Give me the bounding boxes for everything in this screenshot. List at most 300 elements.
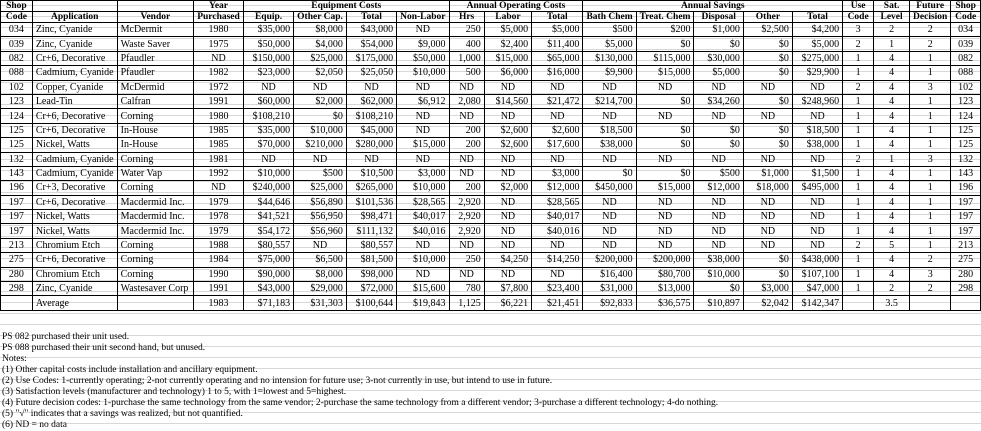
table-cell[interactable]: ND: [449, 238, 484, 252]
table-cell[interactable]: ND: [243, 152, 293, 166]
table-cell[interactable]: $21,472: [532, 94, 583, 108]
table-cell[interactable]: $30,000: [694, 51, 743, 65]
table-cell[interactable]: $3,000: [532, 166, 583, 180]
table-cell[interactable]: $41,521: [243, 210, 293, 224]
table-cell[interactable]: 034: [951, 23, 981, 37]
table-cell[interactable]: ND: [346, 80, 396, 94]
table-cell[interactable]: 197: [951, 224, 981, 238]
table-cell[interactable]: 3: [910, 267, 951, 281]
table-cell[interactable]: 123: [1, 94, 33, 108]
table-cell[interactable]: ND: [792, 109, 842, 123]
table-cell[interactable]: 197: [1, 195, 33, 209]
table-cell[interactable]: ND: [484, 195, 531, 209]
table-cell[interactable]: 1: [910, 109, 951, 123]
table-cell[interactable]: ND: [294, 152, 347, 166]
table-cell[interactable]: $12,000: [532, 181, 583, 195]
table-cell[interactable]: $5,000: [484, 23, 531, 37]
table-cell[interactable]: ND: [532, 80, 583, 94]
table-cell[interactable]: $3,000: [397, 166, 449, 180]
table-cell[interactable]: 1978: [194, 210, 244, 224]
table-cell[interactable]: 1: [843, 210, 874, 224]
table-cell[interactable]: ND: [792, 80, 842, 94]
table-cell[interactable]: 1: [910, 51, 951, 65]
table-cell[interactable]: ND: [449, 109, 484, 123]
table-cell[interactable]: 1: [843, 66, 874, 80]
table-cell[interactable]: [951, 296, 981, 310]
table-cell[interactable]: ND: [484, 109, 531, 123]
table-cell[interactable]: $0: [694, 37, 743, 51]
table-cell[interactable]: 1985: [194, 123, 244, 137]
table-cell[interactable]: $18,500: [583, 123, 636, 137]
table-cell[interactable]: 197: [1, 210, 33, 224]
table-cell[interactable]: 125: [1, 138, 33, 152]
table-cell[interactable]: 1980: [194, 23, 244, 37]
table-cell[interactable]: $2,600: [532, 123, 583, 137]
table-cell[interactable]: Cr+6, Decorative: [32, 253, 117, 267]
table-cell[interactable]: 1: [843, 94, 874, 108]
table-cell[interactable]: Corning: [117, 152, 193, 166]
table-cell[interactable]: $8,000: [294, 267, 347, 281]
table-cell[interactable]: $0: [694, 138, 743, 152]
table-cell[interactable]: $101,536: [346, 195, 396, 209]
table-cell[interactable]: $13,000: [636, 282, 694, 296]
table-cell[interactable]: Pfaudler: [117, 66, 193, 80]
table-cell[interactable]: 1: [843, 123, 874, 137]
table-cell[interactable]: $71,183: [243, 296, 293, 310]
table-cell[interactable]: Zinc, Cyanide: [32, 37, 117, 51]
table-cell[interactable]: 4: [874, 195, 910, 209]
table-cell[interactable]: $142,347: [792, 296, 842, 310]
table-cell[interactable]: $18,000: [743, 181, 792, 195]
table-cell[interactable]: 4: [874, 66, 910, 80]
table-cell[interactable]: 4: [874, 80, 910, 94]
table-cell[interactable]: $265,000: [346, 181, 396, 195]
table-cell[interactable]: 088: [1, 66, 33, 80]
table-cell[interactable]: $100,644: [346, 296, 396, 310]
table-cell[interactable]: 1985: [194, 138, 244, 152]
table-cell[interactable]: 088: [951, 66, 981, 80]
table-cell[interactable]: $36,575: [636, 296, 694, 310]
table-cell[interactable]: 124: [951, 109, 981, 123]
table-cell[interactable]: $2,000: [294, 94, 347, 108]
table-cell[interactable]: Corning: [117, 238, 193, 252]
table-cell[interactable]: $2,042: [743, 296, 792, 310]
table-cell[interactable]: 196: [951, 181, 981, 195]
table-cell[interactable]: Pfaudler: [117, 51, 193, 65]
table-cell[interactable]: ND: [397, 123, 449, 137]
table-cell[interactable]: $10,000: [397, 66, 449, 80]
table-cell[interactable]: ND: [449, 166, 484, 180]
table-cell[interactable]: $130,000: [583, 51, 636, 65]
table-cell[interactable]: ND: [397, 152, 449, 166]
table-cell[interactable]: ND: [792, 224, 842, 238]
table-cell[interactable]: Macdermid Inc.: [117, 224, 193, 238]
table-cell[interactable]: $111,132: [346, 224, 396, 238]
table-cell[interactable]: Nickel, Watts: [32, 210, 117, 224]
table-cell[interactable]: ND: [532, 152, 583, 166]
table-cell[interactable]: ND: [694, 195, 743, 209]
table-cell[interactable]: $11,400: [532, 37, 583, 51]
table-cell[interactable]: 197: [1, 224, 33, 238]
table-cell[interactable]: Calfran: [117, 94, 193, 108]
table-cell[interactable]: 143: [1, 166, 33, 180]
table-cell[interactable]: ND: [346, 152, 396, 166]
table-cell[interactable]: $275,000: [792, 51, 842, 65]
table-cell[interactable]: $240,000: [243, 181, 293, 195]
table-cell[interactable]: ND: [636, 195, 694, 209]
table-cell[interactable]: Cr+6, Decorative: [32, 109, 117, 123]
table-cell[interactable]: $1,500: [792, 166, 842, 180]
table-cell[interactable]: ND: [694, 109, 743, 123]
table-cell[interactable]: Corning: [117, 109, 193, 123]
table-cell[interactable]: $70,000: [243, 138, 293, 152]
table-cell[interactable]: 275: [1, 253, 33, 267]
table-cell[interactable]: $15,000: [636, 181, 694, 195]
table-cell[interactable]: $5,000: [583, 37, 636, 51]
table-cell[interactable]: 4: [874, 51, 910, 65]
table-cell[interactable]: $4,250: [484, 253, 531, 267]
table-cell[interactable]: $16,000: [532, 66, 583, 80]
table-cell[interactable]: $6,912: [397, 94, 449, 108]
table-cell[interactable]: ND: [243, 80, 293, 94]
table-cell[interactable]: ND: [397, 80, 449, 94]
table-cell[interactable]: 2,920: [449, 210, 484, 224]
table-cell[interactable]: 082: [1, 51, 33, 65]
table-cell[interactable]: ND: [694, 80, 743, 94]
table-cell[interactable]: 500: [449, 66, 484, 80]
table-cell[interactable]: ND: [294, 238, 347, 252]
table-cell[interactable]: $60,000: [243, 94, 293, 108]
table-cell[interactable]: $50,000: [397, 51, 449, 65]
table-cell[interactable]: $0: [743, 267, 792, 281]
table-cell[interactable]: Nickel, Watts: [32, 138, 117, 152]
table-cell[interactable]: $0: [743, 51, 792, 65]
table-cell[interactable]: 213: [951, 238, 981, 252]
table-cell[interactable]: $210,000: [294, 138, 347, 152]
table-cell[interactable]: $0: [636, 94, 694, 108]
table-cell[interactable]: $4,200: [792, 23, 842, 37]
table-cell[interactable]: Chromium Etch: [32, 238, 117, 252]
table-cell[interactable]: ND: [636, 109, 694, 123]
table-cell[interactable]: $12,000: [694, 181, 743, 195]
table-cell[interactable]: ND: [484, 152, 531, 166]
table-cell[interactable]: ND: [694, 224, 743, 238]
table-cell[interactable]: 1992: [194, 166, 244, 180]
table-cell[interactable]: Cr+6, Decorative: [32, 195, 117, 209]
table-cell[interactable]: ND: [397, 267, 449, 281]
table-cell[interactable]: 132: [951, 152, 981, 166]
table-cell[interactable]: 1988: [194, 238, 244, 252]
table-cell[interactable]: $38,000: [583, 138, 636, 152]
table-cell[interactable]: 4: [874, 123, 910, 137]
table-cell[interactable]: 4: [874, 267, 910, 281]
table-cell[interactable]: 102: [1, 80, 33, 94]
table-cell[interactable]: ND: [449, 80, 484, 94]
table-cell[interactable]: Zinc, Cyanide: [32, 282, 117, 296]
table-cell[interactable]: $2,000: [484, 181, 531, 195]
table-cell[interactable]: ND: [484, 238, 531, 252]
table-cell[interactable]: $40,017: [532, 210, 583, 224]
table-cell[interactable]: [910, 296, 951, 310]
table-cell[interactable]: $115,000: [636, 51, 694, 65]
table-cell[interactable]: 400: [449, 37, 484, 51]
table-cell[interactable]: $4,000: [294, 37, 347, 51]
table-cell[interactable]: ND: [636, 238, 694, 252]
table-cell[interactable]: $2,400: [484, 37, 531, 51]
table-cell[interactable]: $38,000: [792, 138, 842, 152]
table-cell[interactable]: 298: [951, 282, 981, 296]
table-cell[interactable]: Corning: [117, 181, 193, 195]
table-cell[interactable]: $108,210: [346, 109, 396, 123]
table-cell[interactable]: ND: [636, 80, 694, 94]
table-cell[interactable]: $28,565: [397, 195, 449, 209]
table-cell[interactable]: $10,000: [397, 181, 449, 195]
table-cell[interactable]: Lead-Tin: [32, 94, 117, 108]
table-cell[interactable]: 1: [843, 181, 874, 195]
table-cell[interactable]: 2: [843, 152, 874, 166]
table-cell[interactable]: 280: [1, 267, 33, 281]
table-cell[interactable]: $2,500: [743, 23, 792, 37]
table-cell[interactable]: Macdermid Inc.: [117, 195, 193, 209]
table-cell[interactable]: $0: [694, 123, 743, 137]
table-cell[interactable]: ND: [532, 109, 583, 123]
table-cell[interactable]: $450,000: [583, 181, 636, 195]
table-cell[interactable]: ND: [484, 267, 531, 281]
table-cell[interactable]: Corning: [117, 267, 193, 281]
table-cell[interactable]: In-House: [117, 123, 193, 137]
table-cell[interactable]: $25,000: [294, 181, 347, 195]
table-cell[interactable]: ND: [694, 238, 743, 252]
table-cell[interactable]: $150,000: [243, 51, 293, 65]
table-cell[interactable]: $72,000: [346, 282, 396, 296]
table-cell[interactable]: $75,000: [243, 253, 293, 267]
table-cell[interactable]: $90,000: [243, 267, 293, 281]
table-cell[interactable]: 1: [910, 123, 951, 137]
table-cell[interactable]: $81,500: [346, 253, 396, 267]
table-cell[interactable]: $80,557: [243, 238, 293, 252]
table-cell[interactable]: $10,897: [694, 296, 743, 310]
table-cell[interactable]: 4: [874, 253, 910, 267]
table-cell[interactable]: $40,016: [532, 224, 583, 238]
table-cell[interactable]: ND: [449, 267, 484, 281]
table-cell[interactable]: 1: [874, 37, 910, 51]
table-cell[interactable]: $40,017: [397, 210, 449, 224]
table-cell[interactable]: 1: [843, 253, 874, 267]
table-cell[interactable]: 4: [874, 109, 910, 123]
table-cell[interactable]: ND: [583, 195, 636, 209]
table-cell[interactable]: 1991: [194, 282, 244, 296]
table-cell[interactable]: ND: [397, 238, 449, 252]
table-cell[interactable]: $0: [636, 37, 694, 51]
table-cell[interactable]: $10,000: [294, 123, 347, 137]
table-cell[interactable]: $3,000: [743, 282, 792, 296]
table-cell[interactable]: ND: [397, 23, 449, 37]
table-cell[interactable]: 123: [951, 94, 981, 108]
table-cell[interactable]: $107,100: [792, 267, 842, 281]
table-cell[interactable]: 1979: [194, 224, 244, 238]
table-cell[interactable]: 298: [1, 282, 33, 296]
table-cell[interactable]: ND: [743, 109, 792, 123]
table-cell[interactable]: $19,843: [397, 296, 449, 310]
table-cell[interactable]: $47,000: [792, 282, 842, 296]
table-cell[interactable]: ND: [743, 224, 792, 238]
table-cell[interactable]: ND: [636, 224, 694, 238]
table-cell[interactable]: $18,500: [792, 123, 842, 137]
table-cell[interactable]: $8,000: [294, 23, 347, 37]
table-cell[interactable]: ND: [636, 152, 694, 166]
table-cell[interactable]: 2,920: [449, 224, 484, 238]
table-cell[interactable]: 5: [874, 238, 910, 252]
table-cell[interactable]: $29,900: [792, 66, 842, 80]
table-cell[interactable]: $10,000: [243, 166, 293, 180]
table-cell[interactable]: $50,000: [243, 37, 293, 51]
table-cell[interactable]: $56,950: [294, 210, 347, 224]
table-cell[interactable]: 2: [843, 37, 874, 51]
table-cell[interactable]: 2: [910, 23, 951, 37]
table-cell[interactable]: 2: [874, 282, 910, 296]
table-cell[interactable]: $0: [636, 138, 694, 152]
table-cell[interactable]: [1, 296, 33, 310]
table-cell[interactable]: Zinc, Cyanide: [32, 23, 117, 37]
table-cell[interactable]: [117, 296, 193, 310]
table-cell[interactable]: 2,920: [449, 195, 484, 209]
table-cell[interactable]: 1982: [194, 66, 244, 80]
table-cell[interactable]: ND: [694, 152, 743, 166]
table-cell[interactable]: $16,400: [583, 267, 636, 281]
table-cell[interactable]: $6,221: [484, 296, 531, 310]
table-cell[interactable]: $9,900: [583, 66, 636, 80]
table-cell[interactable]: 1: [910, 181, 951, 195]
table-cell[interactable]: ND: [194, 51, 244, 65]
table-cell[interactable]: ND: [583, 238, 636, 252]
table-cell[interactable]: $25,050: [346, 66, 396, 80]
table-cell[interactable]: 1979: [194, 195, 244, 209]
table-cell[interactable]: $500: [583, 23, 636, 37]
table-cell[interactable]: 125: [951, 123, 981, 137]
table-cell[interactable]: ND: [397, 109, 449, 123]
table-cell[interactable]: 2: [910, 282, 951, 296]
table-cell[interactable]: 1: [843, 166, 874, 180]
table-cell[interactable]: 1,000: [449, 51, 484, 65]
table-cell[interactable]: 2: [910, 253, 951, 267]
table-cell[interactable]: $10,000: [694, 267, 743, 281]
table-cell[interactable]: $5,000: [792, 37, 842, 51]
table-cell[interactable]: $31,303: [294, 296, 347, 310]
table-cell[interactable]: $0: [743, 253, 792, 267]
table-cell[interactable]: ND: [743, 195, 792, 209]
table-cell[interactable]: $34,260: [694, 94, 743, 108]
table-cell[interactable]: $31,000: [583, 282, 636, 296]
table-cell[interactable]: Macdermid Inc.: [117, 210, 193, 224]
table-cell[interactable]: 1: [843, 267, 874, 281]
table-cell[interactable]: ND: [792, 195, 842, 209]
table-cell[interactable]: $54,000: [346, 37, 396, 51]
table-cell[interactable]: Cr+3, Decorative: [32, 181, 117, 195]
table-cell[interactable]: $38,000: [694, 253, 743, 267]
table-cell[interactable]: 132: [1, 152, 33, 166]
table-cell[interactable]: $2,600: [484, 138, 531, 152]
table-cell[interactable]: 039: [951, 37, 981, 51]
table-cell[interactable]: 102: [951, 80, 981, 94]
table-cell[interactable]: 4: [874, 166, 910, 180]
table-cell[interactable]: $44,646: [243, 195, 293, 209]
table-cell[interactable]: 124: [1, 109, 33, 123]
table-cell[interactable]: 280: [951, 267, 981, 281]
table-cell[interactable]: $0: [294, 109, 347, 123]
table-cell[interactable]: 200: [449, 138, 484, 152]
table-cell[interactable]: $40,016: [397, 224, 449, 238]
table-cell[interactable]: $0: [636, 123, 694, 137]
table-cell[interactable]: $200,000: [583, 253, 636, 267]
table-cell[interactable]: $80,557: [346, 238, 396, 252]
table-cell[interactable]: ND: [583, 210, 636, 224]
table-cell[interactable]: $2,050: [294, 66, 347, 80]
table-cell[interactable]: Average: [32, 296, 117, 310]
table-cell[interactable]: Cr+6, Decorative: [32, 51, 117, 65]
table-cell[interactable]: 4: [874, 138, 910, 152]
table-cell[interactable]: $0: [743, 138, 792, 152]
table-cell[interactable]: 2,080: [449, 94, 484, 108]
table-cell[interactable]: 1: [874, 152, 910, 166]
table-cell[interactable]: $10,000: [397, 253, 449, 267]
table-cell[interactable]: 1: [843, 282, 874, 296]
table-cell[interactable]: 200: [449, 181, 484, 195]
table-cell[interactable]: 1983: [194, 296, 244, 310]
table-cell[interactable]: 125: [951, 138, 981, 152]
table-cell[interactable]: $438,000: [792, 253, 842, 267]
table-cell[interactable]: ND: [484, 166, 531, 180]
table-cell[interactable]: $248,960: [792, 94, 842, 108]
table-cell[interactable]: 213: [1, 238, 33, 252]
table-cell[interactable]: ND: [636, 210, 694, 224]
table-cell[interactable]: ND: [484, 80, 531, 94]
table-cell[interactable]: $45,000: [346, 123, 396, 137]
table-cell[interactable]: 2: [874, 23, 910, 37]
table-cell[interactable]: ND: [694, 210, 743, 224]
table-cell[interactable]: Nickel, Watts: [32, 224, 117, 238]
table-cell[interactable]: 1: [910, 224, 951, 238]
table-cell[interactable]: $5,000: [532, 23, 583, 37]
table-cell[interactable]: 1: [910, 66, 951, 80]
table-cell[interactable]: $200: [636, 23, 694, 37]
table-cell[interactable]: 1: [910, 94, 951, 108]
table-cell[interactable]: 1: [910, 166, 951, 180]
table-cell[interactable]: $23,400: [532, 282, 583, 296]
table-cell[interactable]: ND: [194, 181, 244, 195]
table-cell[interactable]: 1991: [194, 94, 244, 108]
table-cell[interactable]: $9,000: [397, 37, 449, 51]
table-cell[interactable]: 1984: [194, 253, 244, 267]
table-cell[interactable]: 1: [910, 195, 951, 209]
table-cell[interactable]: $10,500: [346, 166, 396, 180]
table-cell[interactable]: 082: [951, 51, 981, 65]
table-cell[interactable]: Cadmium, Cyanide: [32, 66, 117, 80]
table-cell[interactable]: ND: [792, 210, 842, 224]
table-cell[interactable]: 143: [951, 166, 981, 180]
table-cell[interactable]: In-House: [117, 138, 193, 152]
table-cell[interactable]: $14,250: [532, 253, 583, 267]
table-cell[interactable]: Chromium Etch: [32, 267, 117, 281]
table-cell[interactable]: $6,500: [294, 253, 347, 267]
table-cell[interactable]: $0: [743, 94, 792, 108]
table-cell[interactable]: ND: [449, 152, 484, 166]
table-cell[interactable]: $28,565: [532, 195, 583, 209]
table-cell[interactable]: Cadmium, Cyanide: [32, 152, 117, 166]
table-cell[interactable]: $35,000: [243, 23, 293, 37]
table-cell[interactable]: 4: [874, 94, 910, 108]
table-cell[interactable]: 1975: [194, 37, 244, 51]
table-cell[interactable]: $175,000: [346, 51, 396, 65]
